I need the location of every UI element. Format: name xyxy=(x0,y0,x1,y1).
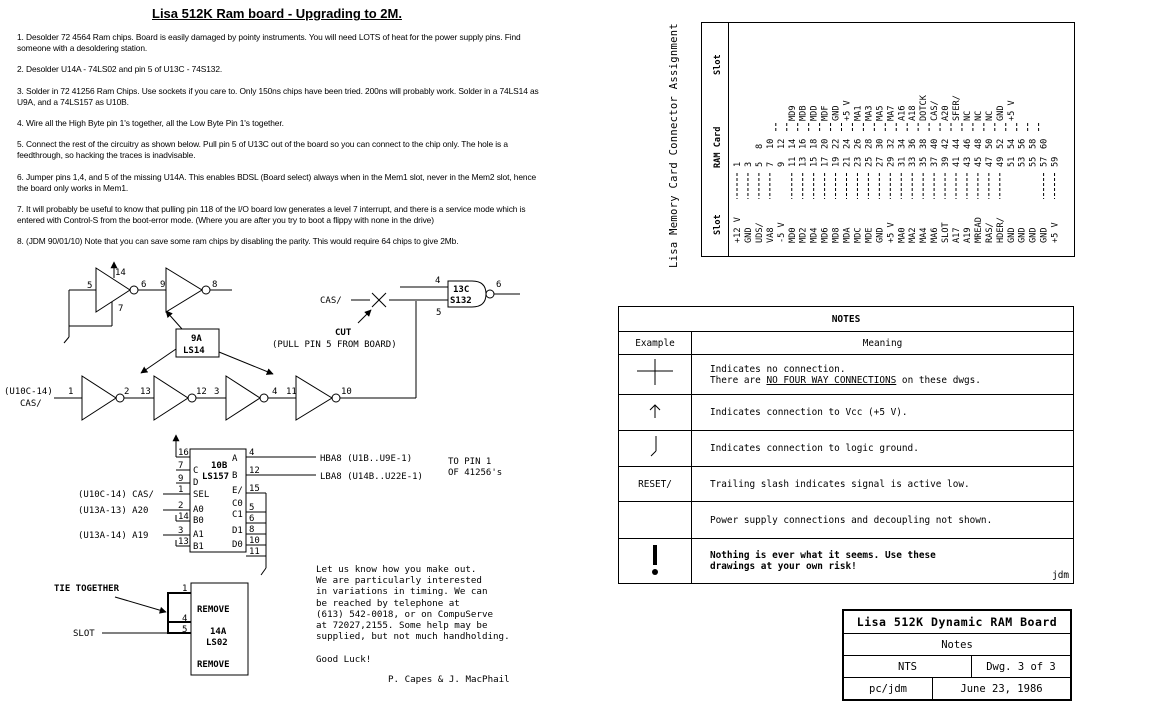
slot-signal: HDER/ xyxy=(995,217,1006,243)
ram-even-pin: 48 xyxy=(973,138,984,149)
notes-table xyxy=(618,306,1074,584)
ram-odd-pin: 25 xyxy=(864,156,875,167)
no-connection-cross-icon xyxy=(635,359,675,387)
mux-left-pin: 3 xyxy=(178,526,184,536)
initials: jdm xyxy=(1052,570,1069,581)
pin-11: 11 xyxy=(286,387,297,397)
pin-4: 4 xyxy=(272,387,278,397)
ground-symbol xyxy=(64,337,69,343)
note-line: on these dwgs. xyxy=(896,374,981,386)
ram-even-pin: 46 xyxy=(962,138,973,149)
mux-right-pin: 12 xyxy=(249,466,260,476)
scale: NTS xyxy=(843,656,972,678)
slot-signal: GND xyxy=(875,227,886,243)
slot-signal: MDA xyxy=(842,227,853,243)
ram-odd-pin: 23 xyxy=(853,156,864,167)
note-line: There are xyxy=(710,374,767,386)
slot-signal: MA0 xyxy=(897,227,908,243)
notes-row xyxy=(619,355,1074,395)
slot-signal: MDC xyxy=(853,227,864,243)
example-reset: RESET/ xyxy=(619,467,692,502)
ram-odd-pin: 37 xyxy=(930,156,941,167)
mux-left-pin: 9 xyxy=(178,474,184,484)
ram-even-pin: 36 xyxy=(908,138,919,149)
u10b-part: LS157 xyxy=(202,472,230,482)
of-chip-label: OF 41256's xyxy=(448,468,503,478)
mux-left-name: B0 xyxy=(193,516,204,526)
ram-odd-pin: 35 xyxy=(919,156,930,167)
ram-odd-pin: 5 xyxy=(754,161,765,167)
slot-signal-even: MDD xyxy=(809,105,820,121)
mux-left-pin: 7 xyxy=(178,461,184,471)
gate-pin-6: 6 xyxy=(496,280,502,290)
contact-note: Let us know how you make out. We are particularly interested in variations in timing. We can be reached by telephone at (613) 542-0018, or on CompuServe at 72027,2155. Some help may be supplied, but not much handholding. Good Luck! xyxy=(316,564,510,665)
inverter-chain xyxy=(82,301,416,420)
slot-signal-even: MA1 xyxy=(853,105,864,121)
slot-signal-even: MDB xyxy=(798,105,809,121)
slot-signal-even: MA3 xyxy=(864,105,875,121)
warning-line: Nothing is ever what it seems. Use these xyxy=(710,550,936,561)
notes-row xyxy=(619,431,1074,467)
ram-odd-pin: 43 xyxy=(962,156,973,167)
step-6: 6. Jumper pins 1,4, and 5 of the missing U14A. This enables BDSL (Board select) always when in the Mem1 slot, never in the Mem2 slot, hence the board only works in Mem1. xyxy=(17,171,537,193)
mux-left-name: A1 xyxy=(193,530,204,540)
signers: P. Capes & J. MacPhail xyxy=(388,674,510,685)
ram-odd-pin: 15 xyxy=(809,156,820,167)
slot-signal: A17 xyxy=(952,227,962,243)
mux-left-pin: 13 xyxy=(178,537,189,547)
step-3: 3. Solder in 72 41256 Ram Chips. Use sockets if you care to. Only 150ns chips have been tried. 200ns will probably work. Solder in a 74LS14 as U9A, and a 74LS157 as U10B. xyxy=(17,85,539,107)
ram-even-pin: 50 xyxy=(984,138,995,149)
mux-right-name: A xyxy=(232,454,238,464)
u14a-remove-bottom: REMOVE xyxy=(197,660,230,670)
ram-odd-pin: 11 xyxy=(787,156,798,167)
title-block xyxy=(842,609,1072,701)
author: pc/jdm xyxy=(843,678,933,701)
sheet-title: Notes xyxy=(843,634,1071,656)
u14a-part: LS02 xyxy=(206,638,228,648)
slot-signal: MA6 xyxy=(930,227,941,243)
slot-signal: SLOT xyxy=(941,222,952,243)
ground-symbol xyxy=(261,568,266,575)
slot-signal: +5 V xyxy=(1050,222,1061,243)
slot-signal-even: MA5 xyxy=(875,105,886,121)
notes-row xyxy=(619,395,1074,431)
slot-signal-even: +5 V xyxy=(1006,100,1017,121)
u10b-ref: 10B xyxy=(211,461,228,471)
slot-signal: MA4 xyxy=(919,227,930,243)
ram-odd-pin: 47 xyxy=(984,156,995,167)
step-1: 1. Desolder 72 4564 Ram chips. Board is easily damaged by pointy instruments. You will need LOTS of heat for the power supply pins. Find someone with a desoldering station. xyxy=(17,32,521,54)
ram-even-pin: 20 xyxy=(820,138,831,149)
step-5: 5. Connect the rest of the circuitry as shown below. Pull pin 5 of U13C out of the board so you can connect to the chip only. The hole is a feedthrough, so hacking the traces is inadvisable. xyxy=(17,139,508,161)
ram-odd-pin: 3 xyxy=(743,161,754,167)
ram-odd-pin: 33 xyxy=(908,156,919,167)
mux-left-name: C xyxy=(193,466,199,476)
inverter-u9a-9-8 xyxy=(166,268,232,312)
vcc-arrow-icon xyxy=(648,403,662,419)
cut-note: (PULL PIN 5 FROM BOARD) xyxy=(272,340,397,350)
mux-left-pin: 14 xyxy=(178,512,189,522)
slot-signal: MDE xyxy=(864,227,875,243)
slot-signal: MD8 xyxy=(831,227,842,243)
col-meaning: Meaning xyxy=(692,332,1074,355)
slot-signal-even: NC xyxy=(962,110,973,121)
note-text: Indicates connection to Vcc (+5 V). xyxy=(692,395,1074,431)
ram-odd-pin: 19 xyxy=(831,156,842,167)
mux-input-a1: (U13A-14) A19 xyxy=(78,531,149,541)
pin-8: 8 xyxy=(212,280,218,290)
note-text: Indicates connection to logic ground. xyxy=(692,431,1074,467)
drawing-number: Dwg. 3 of 3 xyxy=(972,656,1072,678)
slot-signal-even: DOTCK xyxy=(919,95,930,121)
u9a-ref: 9A xyxy=(191,334,202,344)
tie-together-jumper xyxy=(168,593,191,633)
note-text: Trailing slash indicates signal is active low. xyxy=(692,467,1074,502)
slot-signal: GND xyxy=(1028,227,1039,243)
mux-right-name: D1 xyxy=(232,526,243,536)
ram-even-pin: 60 xyxy=(1039,138,1050,149)
notes-row xyxy=(619,467,1074,502)
ram-even-pin: 24 xyxy=(842,138,853,149)
cas-gate-label: CAS/ xyxy=(320,296,342,306)
mux-right-pin: 4 xyxy=(249,448,255,458)
u14a-remove-top: REMOVE xyxy=(197,605,230,615)
date: June 23, 1986 xyxy=(933,678,1072,701)
note-text: Power supply connections and decoupling not shown. xyxy=(692,502,1074,539)
ram-even-pin: 56 xyxy=(1017,138,1028,149)
ram-odd-pin: 21 xyxy=(842,156,853,167)
pin-10: 10 xyxy=(341,387,352,397)
ram-odd-pin: 53 xyxy=(1017,156,1028,167)
mux-left-name: A0 xyxy=(193,505,204,515)
mux-right-pin: 6 xyxy=(249,514,255,524)
u13c-part: S132 xyxy=(450,296,472,306)
slot-signal: MA2 xyxy=(908,227,919,243)
pin-14: 14 xyxy=(115,268,126,278)
ram-odd-pin: 17 xyxy=(820,156,831,167)
gate-pin-4: 4 xyxy=(435,276,441,286)
ram-odd-pin: 31 xyxy=(897,156,908,167)
ram-odd-pin: 7 xyxy=(765,161,776,167)
ram-even-pin: 42 xyxy=(941,138,952,149)
u14-pin-1: 1 xyxy=(182,584,188,594)
exclamation-icon xyxy=(650,544,660,576)
ram-even-pin: 12 xyxy=(776,138,787,149)
pin-5: 5 xyxy=(87,281,93,291)
cas-source-label: (U10C-14) xyxy=(4,387,53,397)
slot-signal: +12 V xyxy=(733,217,743,243)
mux-right-name: E/ xyxy=(232,486,243,496)
ram-even-pin: 40 xyxy=(930,138,941,149)
tie-together-label: TIE TOGETHER xyxy=(54,584,120,594)
mux-right-pin: 11 xyxy=(249,547,260,557)
mux-left-pin: 1 xyxy=(178,485,184,495)
connector-table xyxy=(701,22,1075,257)
cas-signal-label: CAS/ xyxy=(20,399,42,409)
ram-even-pin: 22 xyxy=(831,138,842,149)
slot-signal-even: A18 xyxy=(908,105,919,121)
mux-right-name: C0 xyxy=(232,499,243,509)
pointer-arrow xyxy=(141,349,176,373)
slot-signal-even: NC xyxy=(984,110,995,121)
mux-left-name: SEL xyxy=(193,490,210,500)
ram-odd-pin: 39 xyxy=(941,156,952,167)
ram-even-pin: 30 xyxy=(875,138,886,149)
slot-signal: GND xyxy=(743,227,754,243)
mux-right-name: B xyxy=(232,471,238,481)
connector-table-body xyxy=(702,23,1076,258)
ram-odd-pin: 49 xyxy=(995,156,1006,167)
slot-signal: MD2 xyxy=(798,227,809,243)
pointer-arrow xyxy=(219,352,273,374)
slot-signal-even: SFER/ xyxy=(952,95,962,121)
mux-right-name: C1 xyxy=(232,510,243,520)
hba8-label: HBA8 (U1B..U9E-1) xyxy=(320,454,413,464)
connector-table-title: Lisa Memory Card Connector Assignment xyxy=(668,23,680,268)
slot-signal-even: A20 xyxy=(941,105,952,121)
pin-6: 6 xyxy=(141,280,147,290)
mux-right-pin: 8 xyxy=(249,525,255,535)
slot-signal: RAS/ xyxy=(984,222,995,243)
warning-line: drawings at your own risk! xyxy=(710,561,857,572)
ram-even-pin: 54 xyxy=(1006,138,1017,149)
mux-left-name: B1 xyxy=(193,542,204,552)
slot-signal: -5 V xyxy=(776,222,787,243)
lba8-label: LBA8 (U14B..U22E-1) xyxy=(320,472,423,482)
slot-signal: GND xyxy=(1039,227,1050,243)
ram-odd-pin: 55 xyxy=(1028,156,1039,167)
gate-pin-5: 5 xyxy=(436,308,442,318)
mux-right-name: D0 xyxy=(232,540,243,550)
example-empty xyxy=(619,502,692,539)
ram-odd-pin: 29 xyxy=(886,156,897,167)
ram-even-pin: 10 xyxy=(765,138,776,149)
mux-input-a0: (U13A-13) A20 xyxy=(78,506,149,516)
u9a-part: LS14 xyxy=(183,346,205,356)
u13c-ref: 13C xyxy=(453,285,470,295)
ram-odd-pin: 13 xyxy=(798,156,809,167)
header-slot-left: Slot xyxy=(713,214,723,235)
step-8: 8. (JDM 90/01/10) Note that you can save some ram chips by disabling the parity. This would require 64 chips to give 2Mb. xyxy=(17,236,459,247)
ram-even-pin: 38 xyxy=(919,138,930,149)
notes-row xyxy=(619,502,1074,539)
mux-left-pin: 2 xyxy=(178,501,184,511)
ram-even-pin: 16 xyxy=(798,138,809,149)
mux-left-name: D xyxy=(193,478,199,488)
slot-signal-even: A16 xyxy=(897,105,908,121)
ram-odd-pin: 57 xyxy=(1039,156,1050,167)
mux-right-pin: 15 xyxy=(249,484,260,494)
ram-odd-pin: 41 xyxy=(952,156,962,167)
mux-left-pin: 16 xyxy=(178,448,189,458)
ram-even-pin: 26 xyxy=(853,138,864,149)
step-4: 4. Wire all the High Byte pin 1's together, all the Low Byte Pin 1's together. xyxy=(17,118,284,129)
header-slot-right: Slot xyxy=(713,54,723,75)
u14-pin-5: 5 xyxy=(182,625,188,635)
slot-signal: UDS/ xyxy=(754,222,765,243)
slot-signal-even: +5 V xyxy=(842,100,853,121)
tie-together-arrow xyxy=(115,597,166,612)
ram-even-pin: 58 xyxy=(1028,138,1039,149)
pin-9: 9 xyxy=(160,280,166,290)
slot-signal: +5 V xyxy=(886,222,897,243)
ram-odd-pin: 51 xyxy=(1006,156,1017,167)
header-ram-card: RAM Card xyxy=(713,126,723,168)
ram-odd-pin: 27 xyxy=(875,156,886,167)
slot-signal-even: MD9 xyxy=(787,105,798,121)
cut-arrow xyxy=(358,310,371,323)
pin-2: 2 xyxy=(124,387,130,397)
mux-input-sel: (U10C-14) CAS/ xyxy=(78,490,154,500)
ram-odd-pin: 45 xyxy=(973,156,984,167)
ground-symbol-icon xyxy=(648,436,662,458)
ram-even-pin: 52 xyxy=(995,138,1006,149)
pin-7: 7 xyxy=(118,304,124,314)
slot-signal: GND xyxy=(1006,227,1017,243)
ram-even-pin: 28 xyxy=(864,138,875,149)
slot-signal: A19 xyxy=(962,227,973,243)
pointer-arrow xyxy=(166,311,182,329)
slot-signal-even: MA7 xyxy=(886,105,897,121)
ram-odd-pin: 59 xyxy=(1050,156,1061,167)
step-7: 7. It will probably be useful to know that pulling pin 118 of the I/O board low generates a level 7 interrupt, and there is a service mode which is entered with Control-S from the boot-error mode. (Where you are after you try to boot a flippy with none in the drive) xyxy=(17,204,526,226)
slot-signal-even: NC xyxy=(973,110,984,121)
to-pin-label: TO PIN 1 xyxy=(448,457,492,467)
ram-even-pin: 8 xyxy=(754,143,765,149)
ram-even-pin: 32 xyxy=(886,138,897,149)
step-2: 2. Desolder U14A - 74LS02 and pin 5 of U13C - 74S132. xyxy=(17,64,223,75)
pin-1: 1 xyxy=(68,387,74,397)
notes-title: NOTES xyxy=(619,307,1074,332)
note-line: Indicates no connection. xyxy=(710,363,846,375)
ram-odd-pin: 1 xyxy=(733,161,743,167)
slot-label: SLOT xyxy=(73,629,95,639)
slot-signal: MD0 xyxy=(787,227,798,243)
slot-signal: MD4 xyxy=(809,227,820,243)
slot-signal: MD6 xyxy=(820,227,831,243)
slot-signal: MREAD xyxy=(973,217,984,243)
mux-right-pin: 10 xyxy=(249,536,260,546)
slot-signal: VA8 xyxy=(765,227,776,243)
u14a-ref: 14A xyxy=(210,627,227,637)
ram-even-pin: 14 xyxy=(787,138,798,149)
mux-right-pin: 5 xyxy=(249,503,255,513)
slot-signal: GND xyxy=(1017,227,1028,243)
ram-even-pin: 44 xyxy=(952,138,962,149)
col-example: Example xyxy=(619,332,692,355)
slot-signal-even: GND xyxy=(831,105,842,121)
ram-even-pin: 34 xyxy=(897,138,908,149)
emphasis: NO FOUR WAY CONNECTIONS xyxy=(766,374,897,386)
board-name: Lisa 512K Dynamic RAM Board xyxy=(843,610,1071,634)
cut-label: CUT xyxy=(335,328,352,338)
slot-signal-even: MDF xyxy=(820,105,831,121)
pin-13: 13 xyxy=(140,387,151,397)
ram-even-pin: 18 xyxy=(809,138,820,149)
u14-pin-4: 4 xyxy=(182,614,188,624)
pin-12: 12 xyxy=(196,387,207,397)
pin-3: 3 xyxy=(214,387,220,397)
ram-odd-pin: 9 xyxy=(776,161,787,167)
slot-signal-even: CAS/ xyxy=(930,100,941,121)
document-title: Lisa 512K Ram board - Upgrading to 2M. xyxy=(152,6,402,21)
slot-signal-even: GND xyxy=(995,105,1006,121)
notes-row xyxy=(619,539,1074,584)
